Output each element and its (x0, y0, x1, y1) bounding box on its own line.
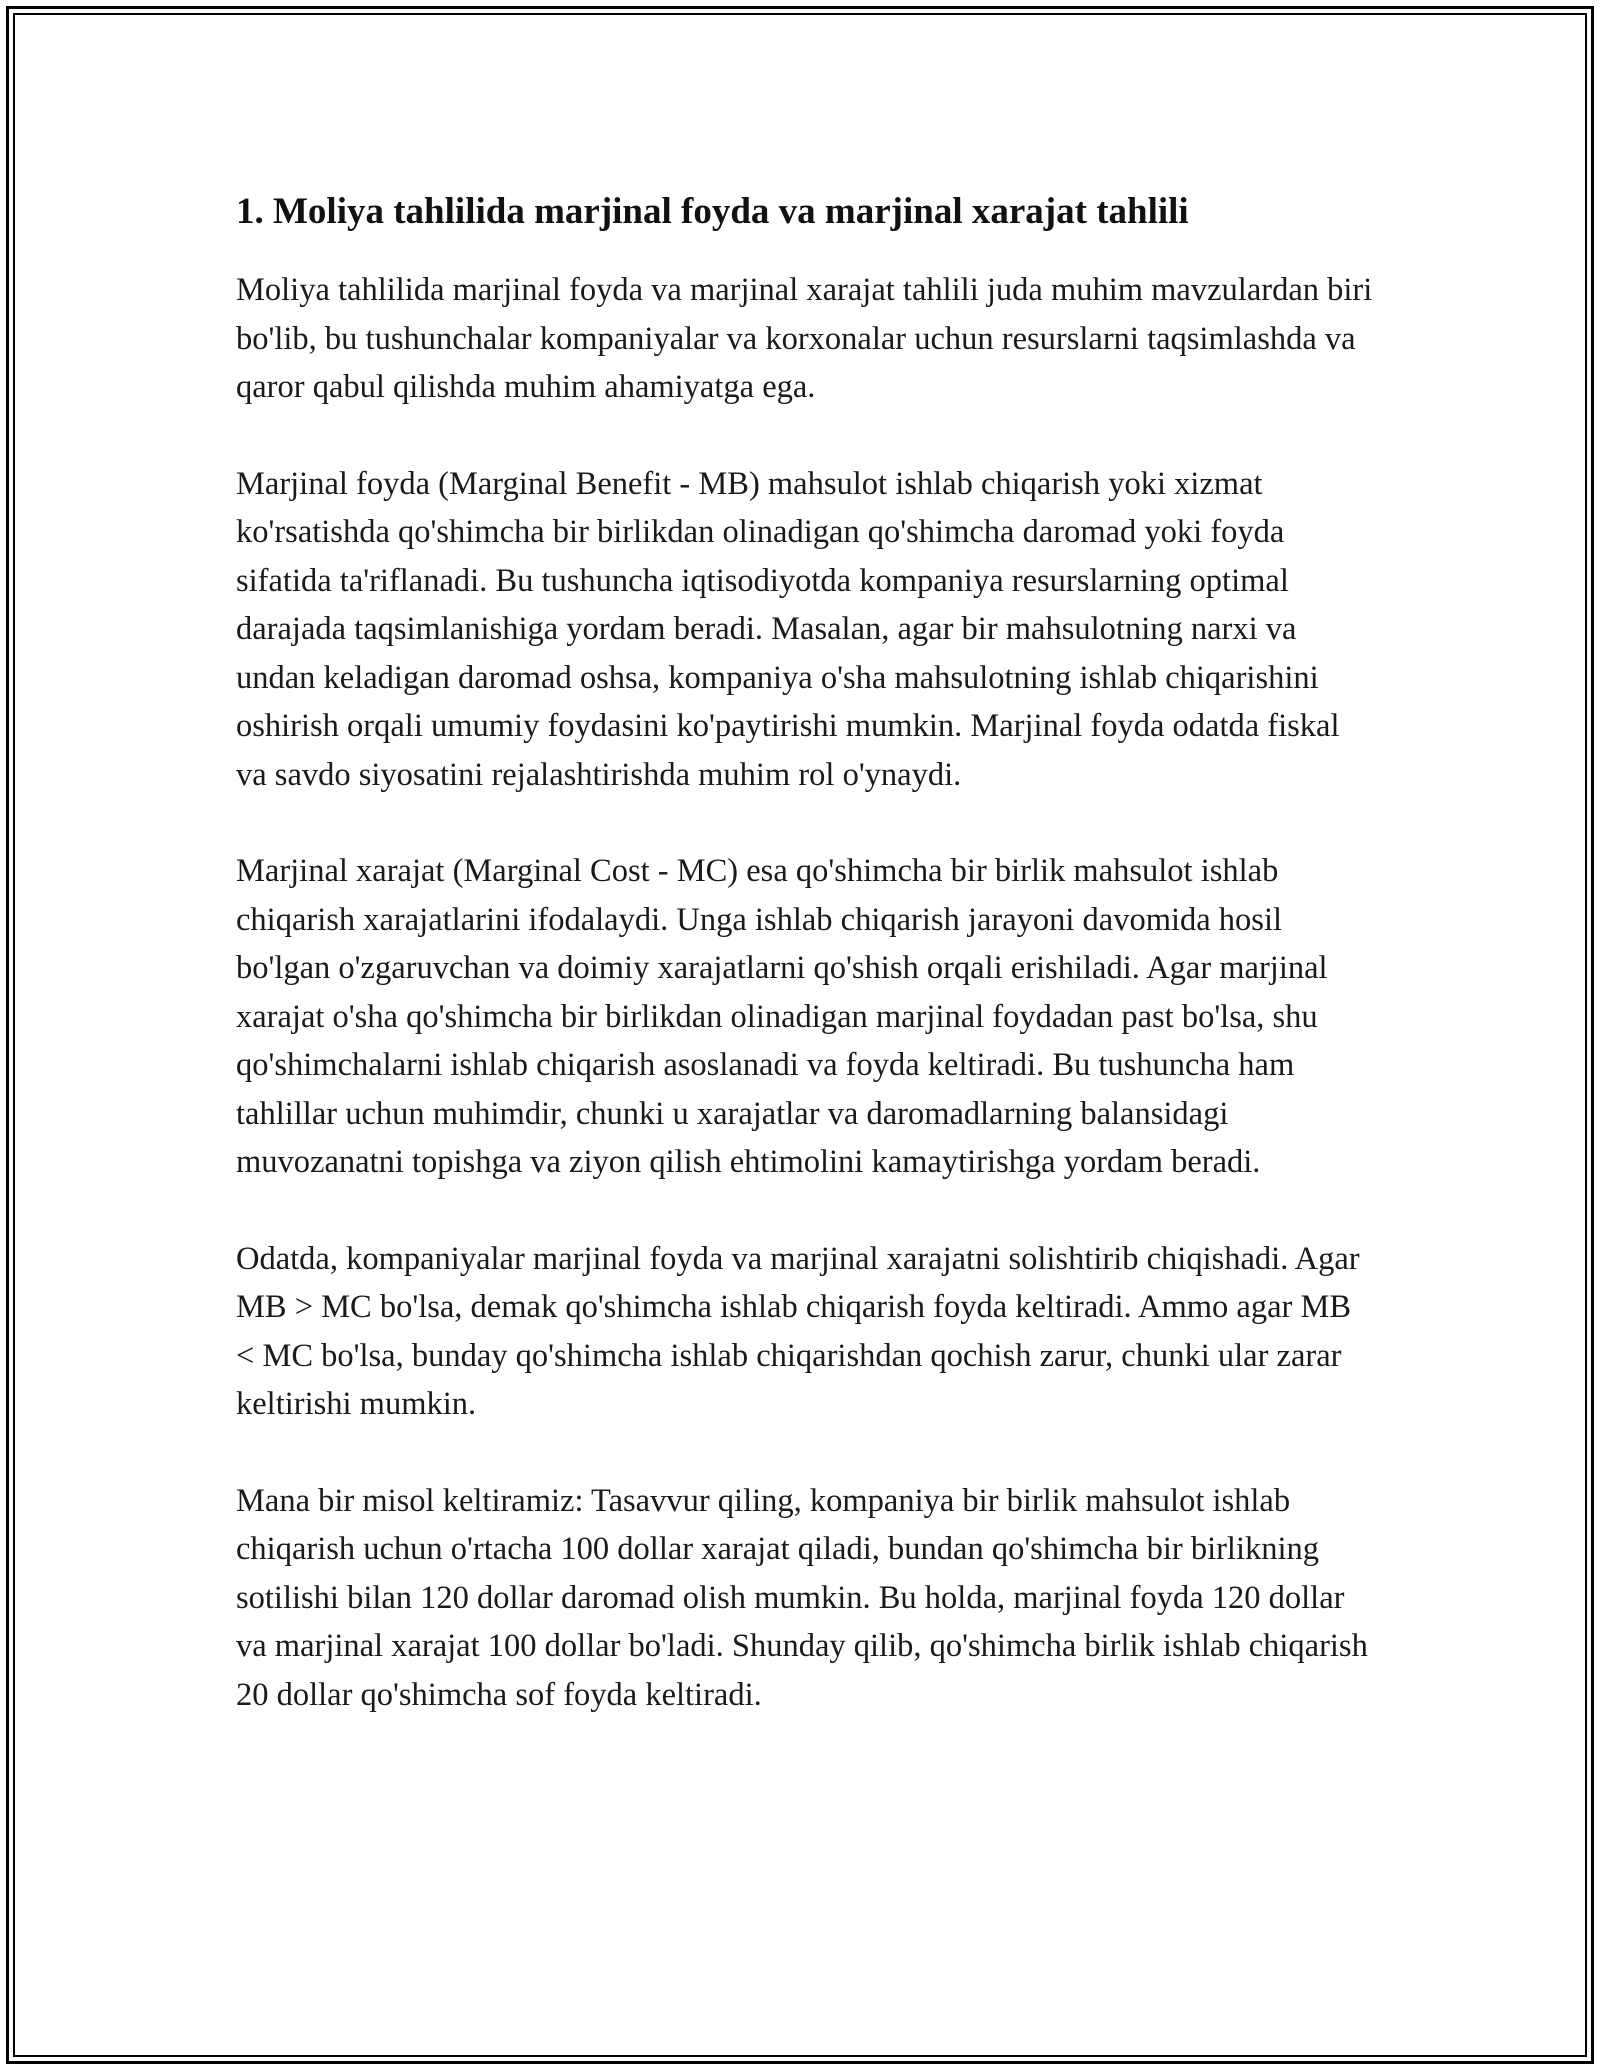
paragraph-intro: Moliya tahlilida marjinal foyda va marjinal xarajat tahlili juda muhim mavzulardan biri bo'lib, bu tushunchalar kompaniyalar va korxonalar uchun resurslarni taqsimlashda va qaror qabul qilishda muhim ahamiyatga ega. (236, 272, 1373, 405)
document-body (236, 188, 1376, 1767)
section-heading: 1. Moliya tahlilida marjinal foyda va marjinal xarajat tahlili (236, 191, 1189, 232)
paragraph-marginal-cost: Marjinal xarajat (Marginal Cost - MC) esa qo'shimcha bir birlik mahsulot ishlab chiqarish xarajatlarini ifodalaydi. Unga ishlab chiqarish jarayoni davomida hosil bo'lgan o'zgaruvchan va doimiy xarajatlarni qo'shish orqali erishiladi. Agar marjinal xarajat o'sha qo'shimcha bir birlikdan olinadigan marjinal foydadan past bo'lsa, shu qo'shimchalarni ishlab chiqarish asoslanadi va foyda keltiradi. Bu tushuncha ham tahlillar uchun muhimdir, chunki u xarajatlar va daromadlarning balansidagi muvozanatni topishga va ziyon qilish ehtimolini kamaytirishga yordam beradi. (236, 853, 1328, 1180)
paragraph-example: Mana bir misol keltiramiz: Tasavvur qiling, kompaniya bir birlik mahsulot ishlab chiqarish uchun o'rtacha 100 dollar xarajat qiladi, bundan qo'shimcha bir birlikning sotilishi bilan 120 dollar daromad olish mumkin. Bu holda, marjinal foyda 120 dollar va marjinal xarajat 100 dollar bo'ladi. Shunday qilib, qo'shimcha birlik ishlab chiqarish 20 dollar qo'shimcha sof foyda keltiradi. (236, 1482, 1368, 1713)
paragraph-marginal-benefit: Marjinal foyda (Marginal Benefit - MB) mahsulot ishlab chiqarish yoki xizmat ko'rsatishda qo'shimcha bir birlikdan olinadigan qo'shimcha daromad yoki foyda sifatida ta'riflanadi. Bu tushuncha iqtisodiyotda kompaniya resurslarning optimal darajada taqsimlanishiga yordam beradi. Masalan, agar bir mahsulotning narxi va undan keladigan daromad oshsa, kompaniya o'sha mahsulotning ishlab chiqarishini oshirish orqali umumiy foydasini ko'paytirishi mumkin. Marjinal foyda odatda fiskal va savdo siyosatini rejalashtirishda muhim rol o'ynaydi. (236, 465, 1340, 793)
paragraph-comparison: Odatda, kompaniyalar marjinal foyda va marjinal xarajatni solishtirib chiqishadi. Agar MB > MC bo'lsa, demak qo'shimcha ishlab chiqarish foyda keltiradi. Ammo agar MB < MC bo'lsa, bunday qo'shimcha ishlab chiqarishdan qochish zarur, chunki ular zarar keltirishi mumkin. (236, 1240, 1360, 1422)
